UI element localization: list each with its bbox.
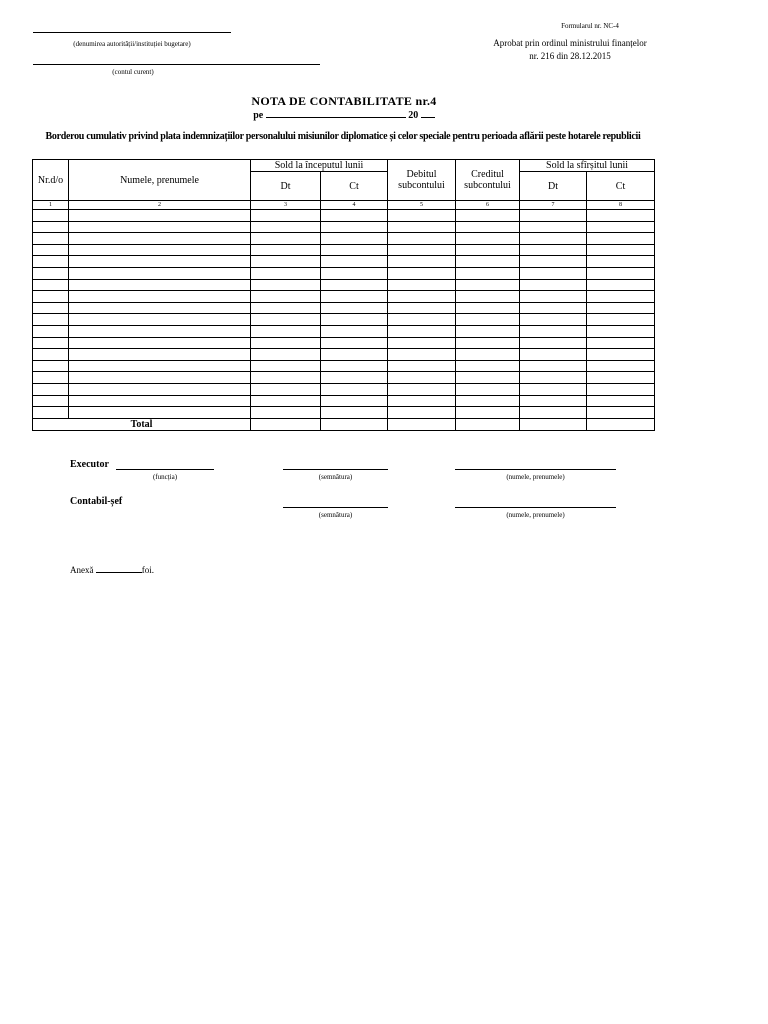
table-cell[interactable] xyxy=(251,244,321,256)
table-cell[interactable] xyxy=(587,221,655,233)
table-cell[interactable] xyxy=(33,221,69,233)
table-cell[interactable] xyxy=(69,407,251,419)
table-cell[interactable] xyxy=(456,325,520,337)
table-cell[interactable] xyxy=(33,383,69,395)
table-cell[interactable] xyxy=(587,244,655,256)
table-cell[interactable] xyxy=(587,314,655,326)
date-blank[interactable] xyxy=(266,109,406,118)
header-nr: Nr.d/o xyxy=(33,160,69,201)
column-number: 7 xyxy=(520,201,587,210)
table-cell[interactable] xyxy=(321,256,388,268)
table-cell[interactable] xyxy=(587,349,655,361)
table-cell[interactable] xyxy=(520,395,587,407)
table-row xyxy=(33,256,655,268)
chief-signature-line[interactable] xyxy=(283,498,388,508)
table-cell[interactable] xyxy=(388,279,456,291)
table-cell[interactable] xyxy=(69,267,251,279)
table-cell[interactable] xyxy=(321,349,388,361)
table-cell[interactable] xyxy=(33,395,69,407)
order-reference: nr. 216 din 28.12.2015 xyxy=(529,51,611,61)
table-cell[interactable] xyxy=(321,337,388,349)
table-cell[interactable] xyxy=(69,210,251,222)
table-cell[interactable] xyxy=(33,233,69,245)
table-cell[interactable] xyxy=(321,279,388,291)
date-prefix: pe xyxy=(253,110,264,121)
table-cell[interactable] xyxy=(520,383,587,395)
annex-count-blank[interactable] xyxy=(96,564,142,573)
table-cell[interactable] xyxy=(587,267,655,279)
table-cell[interactable] xyxy=(520,279,587,291)
annex-suffix: foi. xyxy=(141,565,154,575)
column-number: 1 xyxy=(33,201,69,210)
table-cell[interactable] xyxy=(69,233,251,245)
table-cell[interactable] xyxy=(321,314,388,326)
table-cell[interactable] xyxy=(520,314,587,326)
total-cell[interactable] xyxy=(520,418,587,430)
table-cell[interactable] xyxy=(321,407,388,419)
table-row xyxy=(33,395,655,407)
chief-name-line[interactable] xyxy=(455,498,616,508)
table-cell[interactable] xyxy=(456,279,520,291)
column-number: 5 xyxy=(388,201,456,210)
table-cell[interactable] xyxy=(33,267,69,279)
table-cell[interactable] xyxy=(251,210,321,222)
table-cell[interactable] xyxy=(456,221,520,233)
document-title: NOTA DE CONTABILITATE nr.4 xyxy=(251,94,437,108)
table-row xyxy=(33,267,655,279)
annex-note xyxy=(70,564,154,575)
executor-label: Executor xyxy=(70,459,109,470)
table-cell[interactable] xyxy=(587,337,655,349)
column-number: 6 xyxy=(456,201,520,210)
table-cell[interactable] xyxy=(456,372,520,384)
table-cell[interactable] xyxy=(388,267,456,279)
table-cell[interactable] xyxy=(587,210,655,222)
table-cell[interactable] xyxy=(587,383,655,395)
table-cell[interactable] xyxy=(520,233,587,245)
table-cell[interactable] xyxy=(520,291,587,303)
table-cell[interactable] xyxy=(520,407,587,419)
table-cell[interactable] xyxy=(456,267,520,279)
table-cell[interactable] xyxy=(388,244,456,256)
table-cell[interactable] xyxy=(587,395,655,407)
table-cell[interactable] xyxy=(251,337,321,349)
table-cell[interactable] xyxy=(321,372,388,384)
header-sold-end: Sold la sfîrșitul lunii xyxy=(520,160,655,172)
table-cell[interactable] xyxy=(587,291,655,303)
table-cell[interactable] xyxy=(33,349,69,361)
table-cell[interactable] xyxy=(587,279,655,291)
table-cell[interactable] xyxy=(520,325,587,337)
table-cell[interactable] xyxy=(520,349,587,361)
table-cell[interactable] xyxy=(33,210,69,222)
table-cell[interactable] xyxy=(69,383,251,395)
table-cell[interactable] xyxy=(456,407,520,419)
table-cell[interactable] xyxy=(33,360,69,372)
table-cell[interactable] xyxy=(456,291,520,303)
table-cell[interactable] xyxy=(456,383,520,395)
header-start-dt: Dt xyxy=(251,172,321,201)
table-cell[interactable] xyxy=(69,314,251,326)
chief-accountant-label: Contabil-șef xyxy=(70,496,123,507)
table-row xyxy=(33,221,655,233)
ledger-table xyxy=(32,159,655,431)
table-row xyxy=(33,349,655,361)
table-cell[interactable] xyxy=(251,221,321,233)
table-cell[interactable] xyxy=(520,221,587,233)
column-number: 8 xyxy=(587,201,655,210)
header-sold-start: Sold la începutul lunii xyxy=(251,160,388,172)
table-cell[interactable] xyxy=(388,325,456,337)
table-cell[interactable] xyxy=(388,337,456,349)
table-cell[interactable] xyxy=(388,291,456,303)
table-row xyxy=(33,372,655,384)
table-cell[interactable] xyxy=(388,302,456,314)
table-cell[interactable] xyxy=(587,256,655,268)
header-credit: Creditul subcontului xyxy=(456,160,520,201)
table-row xyxy=(33,337,655,349)
table-cell[interactable] xyxy=(69,256,251,268)
table-cell[interactable] xyxy=(69,395,251,407)
table-cell[interactable] xyxy=(251,256,321,268)
table-cell[interactable] xyxy=(321,221,388,233)
table-cell[interactable] xyxy=(251,314,321,326)
table-cell[interactable] xyxy=(251,407,321,419)
table-cell[interactable] xyxy=(587,233,655,245)
table-cell[interactable] xyxy=(520,244,587,256)
table-cell[interactable] xyxy=(520,337,587,349)
header-start-ct: Ct xyxy=(321,172,388,201)
document-subtitle: Borderou cumulativ privind plata indemnizațiilor personalului misiunilor diplomatice și celor speciale pentru perioada aflării peste hotarele republicii xyxy=(45,131,641,142)
table-row xyxy=(33,407,655,419)
total-cell[interactable] xyxy=(251,418,321,430)
table-cell[interactable] xyxy=(520,360,587,372)
table-cell[interactable] xyxy=(69,360,251,372)
table-cell[interactable] xyxy=(321,325,388,337)
table-cell[interactable] xyxy=(69,279,251,291)
signature-caption: (semnătura) xyxy=(318,473,353,481)
table-cell[interactable] xyxy=(69,291,251,303)
table-cell[interactable] xyxy=(33,407,69,419)
form-code: Formularul nr. NC-4 xyxy=(561,22,619,30)
table-cell[interactable] xyxy=(520,302,587,314)
table-row xyxy=(33,210,655,222)
table-cell[interactable] xyxy=(456,302,520,314)
table-cell[interactable] xyxy=(388,383,456,395)
table-cell[interactable] xyxy=(251,395,321,407)
table-row xyxy=(33,302,655,314)
table-row xyxy=(33,244,655,256)
table-cell[interactable] xyxy=(520,210,587,222)
table-cell[interactable] xyxy=(456,210,520,222)
table-cell[interactable] xyxy=(388,349,456,361)
table-cell[interactable] xyxy=(321,302,388,314)
institution-name-line[interactable] xyxy=(33,22,231,33)
table-cell[interactable] xyxy=(388,395,456,407)
table-cell[interactable] xyxy=(33,302,69,314)
table-cell[interactable] xyxy=(388,221,456,233)
table-cell[interactable] xyxy=(69,337,251,349)
annex-prefix: Anexă xyxy=(70,565,94,575)
table-cell[interactable] xyxy=(321,267,388,279)
table-row xyxy=(33,291,655,303)
institution-caption: (denumirea autorității/instituției bugetare) xyxy=(73,40,191,48)
year-blank[interactable] xyxy=(421,109,435,118)
date-year-prefix: 20 xyxy=(408,110,419,121)
table-cell[interactable] xyxy=(33,244,69,256)
executor-name-line[interactable] xyxy=(455,460,616,470)
column-number: 2 xyxy=(69,201,251,210)
table-cell[interactable] xyxy=(251,383,321,395)
table-cell[interactable] xyxy=(456,233,520,245)
table-cell[interactable] xyxy=(69,302,251,314)
total-row xyxy=(33,418,655,430)
table-cell[interactable] xyxy=(520,267,587,279)
table-cell[interactable] xyxy=(321,233,388,245)
date-row xyxy=(0,109,688,121)
table-cell[interactable] xyxy=(251,279,321,291)
table-row xyxy=(33,325,655,337)
column-number-row xyxy=(33,201,655,210)
table-cell[interactable] xyxy=(251,372,321,384)
table-cell[interactable] xyxy=(456,395,520,407)
table-cell[interactable] xyxy=(388,360,456,372)
table-cell[interactable] xyxy=(251,302,321,314)
table-cell[interactable] xyxy=(251,291,321,303)
column-number: 4 xyxy=(321,201,388,210)
signature-caption: (semnătura) xyxy=(318,511,353,519)
table-cell[interactable] xyxy=(321,291,388,303)
name-caption: (numele, prenumele) xyxy=(506,511,565,519)
table-cell[interactable] xyxy=(251,360,321,372)
table-cell[interactable] xyxy=(33,279,69,291)
table-cell[interactable] xyxy=(69,221,251,233)
account-caption: (contul curent) xyxy=(112,68,154,76)
header-name: Numele, prenumele xyxy=(69,160,251,201)
table-cell[interactable] xyxy=(456,360,520,372)
table-cell[interactable] xyxy=(251,349,321,361)
table-cell[interactable] xyxy=(520,256,587,268)
column-number: 3 xyxy=(251,201,321,210)
approval-text: Aprobat prin ordinul ministrului finanțelor xyxy=(493,38,647,48)
table-cell[interactable] xyxy=(33,337,69,349)
table-row xyxy=(33,383,655,395)
total-cell[interactable] xyxy=(388,418,456,430)
header-end-dt: Dt xyxy=(520,172,587,201)
table-cell[interactable] xyxy=(321,360,388,372)
table-cell[interactable] xyxy=(587,407,655,419)
table-cell[interactable] xyxy=(587,360,655,372)
function-caption: (funcția) xyxy=(152,473,178,481)
table-cell[interactable] xyxy=(388,314,456,326)
table-cell[interactable] xyxy=(33,314,69,326)
current-account-line[interactable] xyxy=(33,54,320,65)
table-cell[interactable] xyxy=(456,314,520,326)
table-cell[interactable] xyxy=(520,372,587,384)
table-cell[interactable] xyxy=(456,244,520,256)
table-cell[interactable] xyxy=(69,372,251,384)
table-cell[interactable] xyxy=(321,210,388,222)
table-cell[interactable] xyxy=(587,372,655,384)
total-cell[interactable] xyxy=(456,418,520,430)
table-cell[interactable] xyxy=(388,407,456,419)
table-cell[interactable] xyxy=(321,395,388,407)
table-cell[interactable] xyxy=(388,210,456,222)
header-end-ct: Ct xyxy=(587,172,655,201)
header-debit: Debitul subcontului xyxy=(388,160,456,201)
table-cell[interactable] xyxy=(69,244,251,256)
total-label: Total xyxy=(33,418,251,430)
table-cell[interactable] xyxy=(33,256,69,268)
executor-signature-line[interactable] xyxy=(283,460,388,470)
table-cell[interactable] xyxy=(69,349,251,361)
table-cell[interactable] xyxy=(321,383,388,395)
ledger-body xyxy=(33,210,655,419)
table-row xyxy=(33,314,655,326)
total-cell[interactable] xyxy=(321,418,388,430)
table-cell[interactable] xyxy=(33,291,69,303)
name-caption: (numele, prenumele) xyxy=(506,473,565,481)
executor-function-line[interactable] xyxy=(116,460,214,470)
table-cell[interactable] xyxy=(456,337,520,349)
table-cell[interactable] xyxy=(251,267,321,279)
table-cell[interactable] xyxy=(251,325,321,337)
total-cell[interactable] xyxy=(587,418,655,430)
table-row xyxy=(33,279,655,291)
table-cell[interactable] xyxy=(321,244,388,256)
table-cell[interactable] xyxy=(388,256,456,268)
table-row xyxy=(33,233,655,245)
table-cell[interactable] xyxy=(388,372,456,384)
table-cell[interactable] xyxy=(456,256,520,268)
table-cell[interactable] xyxy=(388,233,456,245)
table-cell[interactable] xyxy=(587,325,655,337)
table-cell[interactable] xyxy=(587,302,655,314)
table-cell[interactable] xyxy=(33,372,69,384)
table-row xyxy=(33,360,655,372)
table-cell[interactable] xyxy=(456,349,520,361)
table-cell[interactable] xyxy=(69,325,251,337)
table-cell[interactable] xyxy=(33,325,69,337)
table-cell[interactable] xyxy=(251,233,321,245)
